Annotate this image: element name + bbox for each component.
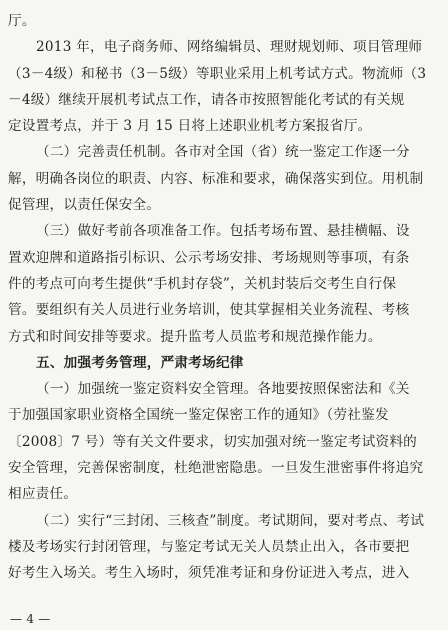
text-line: （3－4级）和秘书（3－5级）等职业采用上机考试方式。物流师（3 (8, 65, 427, 82)
page-number: — 4 — (10, 612, 51, 626)
text-line: （二）实行“三封闭、三核查”制度。考试期间，要对考点、考试 (36, 512, 425, 529)
paragraph (8, 34, 436, 139)
text-line: 解，明确各岗位的职责、内容、标准和要求，确保落实到位。用机制 (8, 170, 424, 187)
text-line: （二）完善责任机制。各市对全国（省）统一鉴定工作逐一分 (36, 144, 410, 161)
text-line: －4级）继续开展机考试点工作，请各市按照智能化考试的有关规 (8, 91, 405, 108)
section-heading: 五、加强考务管理，严肃考场纪律 (36, 354, 244, 371)
paragraph (8, 218, 436, 349)
paragraph (8, 8, 436, 34)
text-line: 楼及考场实行封闭管理，与鉴定考试无关人员禁止出入，各市要把 (8, 538, 410, 555)
text-line: 方式和时间安排等要求。提升监考人员监考和规范操作能力。 (8, 328, 382, 345)
text-line: 定设置考点，并于 3 月 15 日将上述职业机考方案报省厅。 (8, 118, 372, 135)
text-line: 〔2008〕7 号）等有关文件要求，切实加强对统一鉴定考试资料的 (8, 433, 418, 450)
text-line: 管。要组织有关人员进行业务培训，使其掌握相关业务流程、考核 (8, 302, 410, 319)
body-text-after-heading (8, 376, 436, 586)
body-text-before-heading (8, 8, 436, 350)
text-line: （一）加强统一鉴定资料安全管理。各地要按照保密法和《关 (36, 381, 410, 398)
text-line: 件的考点可向考生提供“手机封存袋”，关机封装后交考生自行保 (8, 275, 397, 292)
paragraph (8, 376, 436, 507)
text-line: （三）做好考前各项准备工作。包括考场布置、悬挂横幅、设 (36, 223, 410, 240)
text-line: 好考生入场关。考生入场时，须凭准考证和身份证进入考点，进入 (8, 565, 410, 582)
text-line: 安全管理，完善保密制度，杜绝泄密隐患。一旦发生泄密事件将追究 (8, 460, 424, 477)
text-line: 促管理，以责任保安全。 (8, 197, 161, 214)
paragraph (8, 508, 436, 587)
text-line: 相应责任。 (8, 486, 78, 503)
text-line: 于加强国家职业资格全国统一鉴定保密工作的通知》（劳社鉴发 (8, 407, 389, 424)
text-line: 2013 年，电子商务师、网络编辑员、理财规划师、项目管理师 (36, 39, 423, 56)
text-line: 置欢迎牌和道路指引标识、公示考场安排、考场规则等事项，有条 (8, 249, 410, 266)
paragraph (8, 139, 436, 218)
text-line: 厅。 (8, 13, 36, 29)
